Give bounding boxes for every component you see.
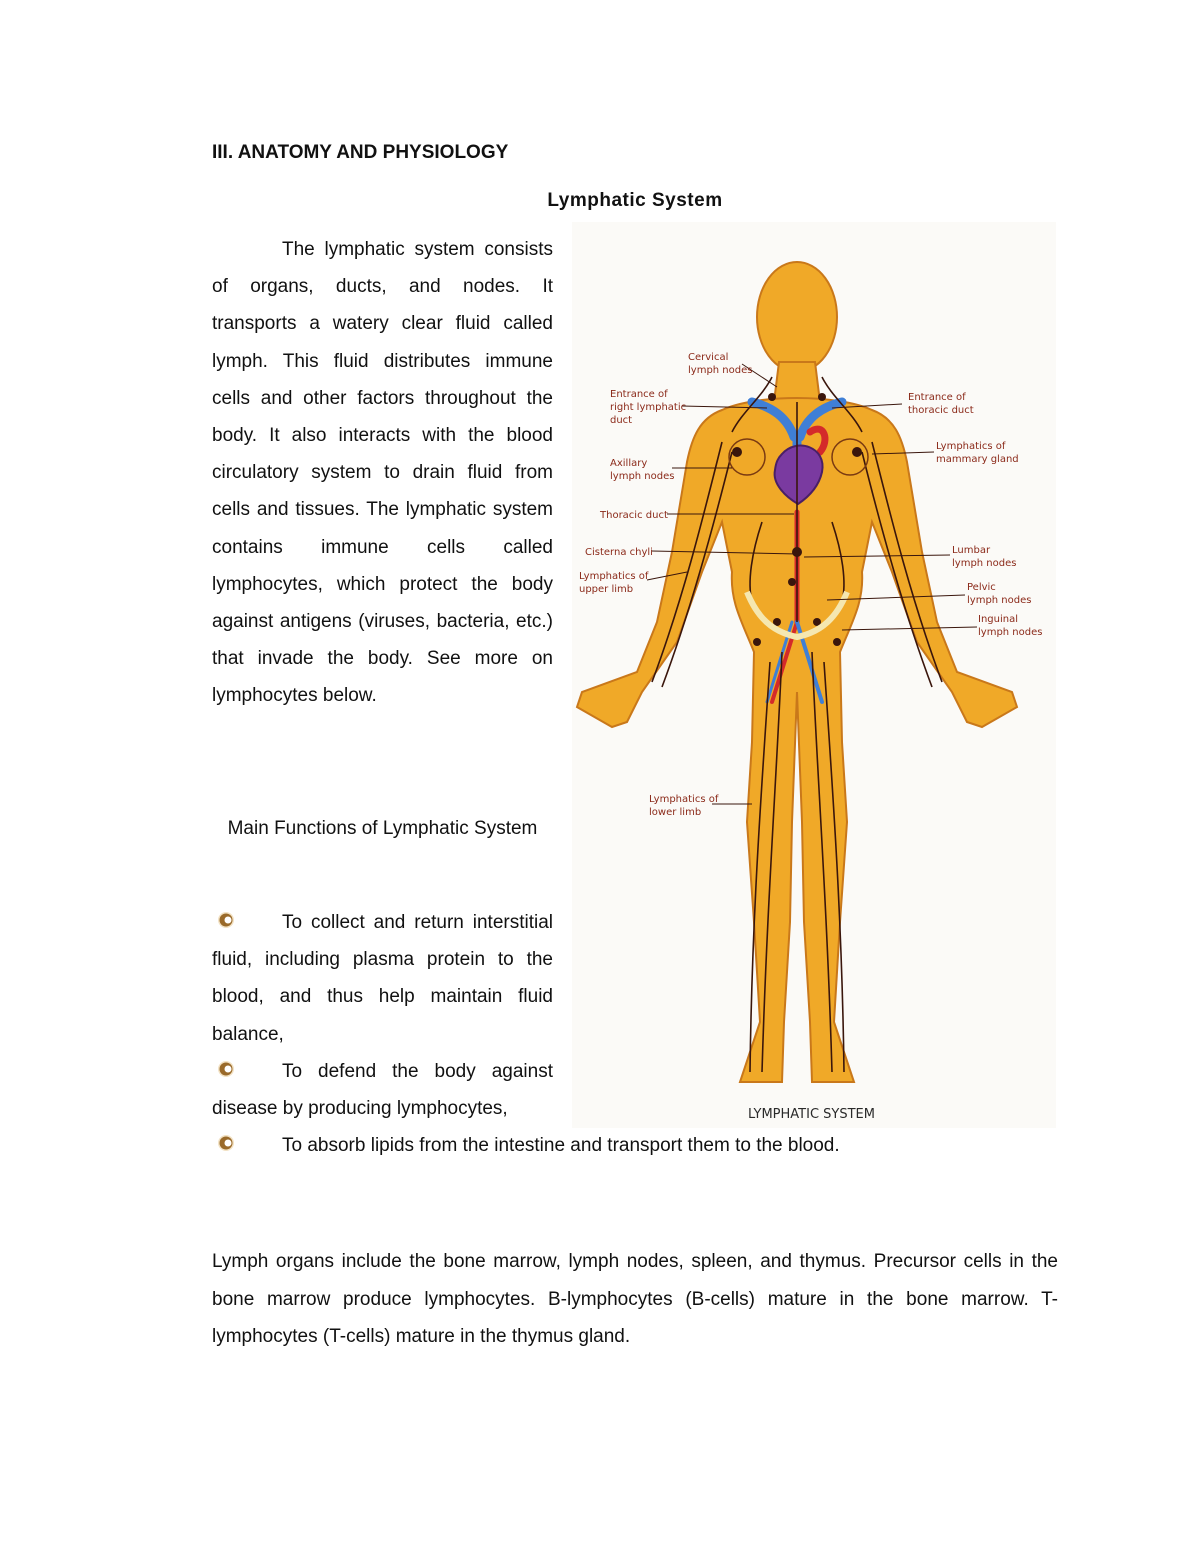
label-right-duct: Entrance of [610,389,668,400]
label-lower-limb: lower limb [649,807,702,818]
page-title: Lymphatic System [547,190,723,211]
label-inguinal: lymph nodes [978,627,1043,638]
label-cervical: Cervical [688,352,729,363]
bullet-icon [216,1133,236,1153]
label-axillary: Axillary [610,458,648,469]
figure-caption: LYMPHATIC SYSTEM [748,1107,875,1122]
bullet-icon [216,910,236,930]
function-text: To defend the body against disease by producing lymphocytes, [212,1060,553,1120]
list-item [212,1127,972,1164]
label-pelvic: lymph nodes [967,595,1032,606]
bullet-icon [216,1059,236,1079]
label-right-duct: right lymphatic [610,402,687,413]
label-upper-limb: upper limb [579,584,634,595]
intro-text: The lymphatic system consists of organs, ducts, and nodes. It transports a watery clear fluid called lymph. This fluid distributes immune cells and other factors throughout the body. It also interacts with the blood circulatory system to drain fluid from cells and tissues. The lymphatic system contains immune cells called lymphocytes, which protect the body against antigens (viruses, bacteria, etc.) that invade the body. See more on lymphocytes below. [212,239,553,707]
section-heading: III. ANATOMY AND PHYSIOLOGY [212,142,509,163]
label-lower-limb: Lymphatics of [649,794,719,805]
label-lumbar: Lumbar [952,545,991,556]
label-axillary: lymph nodes [610,471,675,482]
label-inguinal: Inguinal [978,614,1018,625]
lymphatic-system-figure [572,222,1056,1128]
label-upper-limb: Lymphatics of [579,571,649,582]
label-thoracic-duct: Thoracic duct [600,510,668,521]
lymphatic-diagram [572,222,1056,1128]
label-cervical: lymph nodes [688,365,753,376]
label-pelvic: Pelvic [967,582,996,593]
function-text: To collect and return interstitial fluid, including plasma protein to the blood, and thus help maintain fluid balance, [212,912,553,1045]
label-cisterna: Cisterna chyli [585,547,653,558]
functions-title: Main Functions of Lymphatic System [227,818,538,839]
label-lumbar: lymph nodes [952,558,1017,569]
list-item [212,904,553,1053]
label-right-duct: duct [610,415,633,426]
intro-paragraph [212,231,553,715]
label-thoracic-entrance: Entrance of [908,392,966,403]
label-thoracic-entrance: thoracic duct [908,405,974,416]
label-mammary: mammary gland [936,454,1019,465]
function-text: To absorb lipids from the intestine and transport them to the blood. [282,1135,840,1157]
list-item [212,1053,553,1127]
closing-paragraph: Lymph organs include the bone marrow, lymph nodes, spleen, and thymus. Precursor cells in the bone marrow produce lymphocytes. B-lymphocytes (B-cells) mature in the bone marrow. T-lymphocytes (T-cells) mature in the thymus gland. [212,1251,1058,1347]
label-mammary: Lymphatics of [936,441,1006,452]
